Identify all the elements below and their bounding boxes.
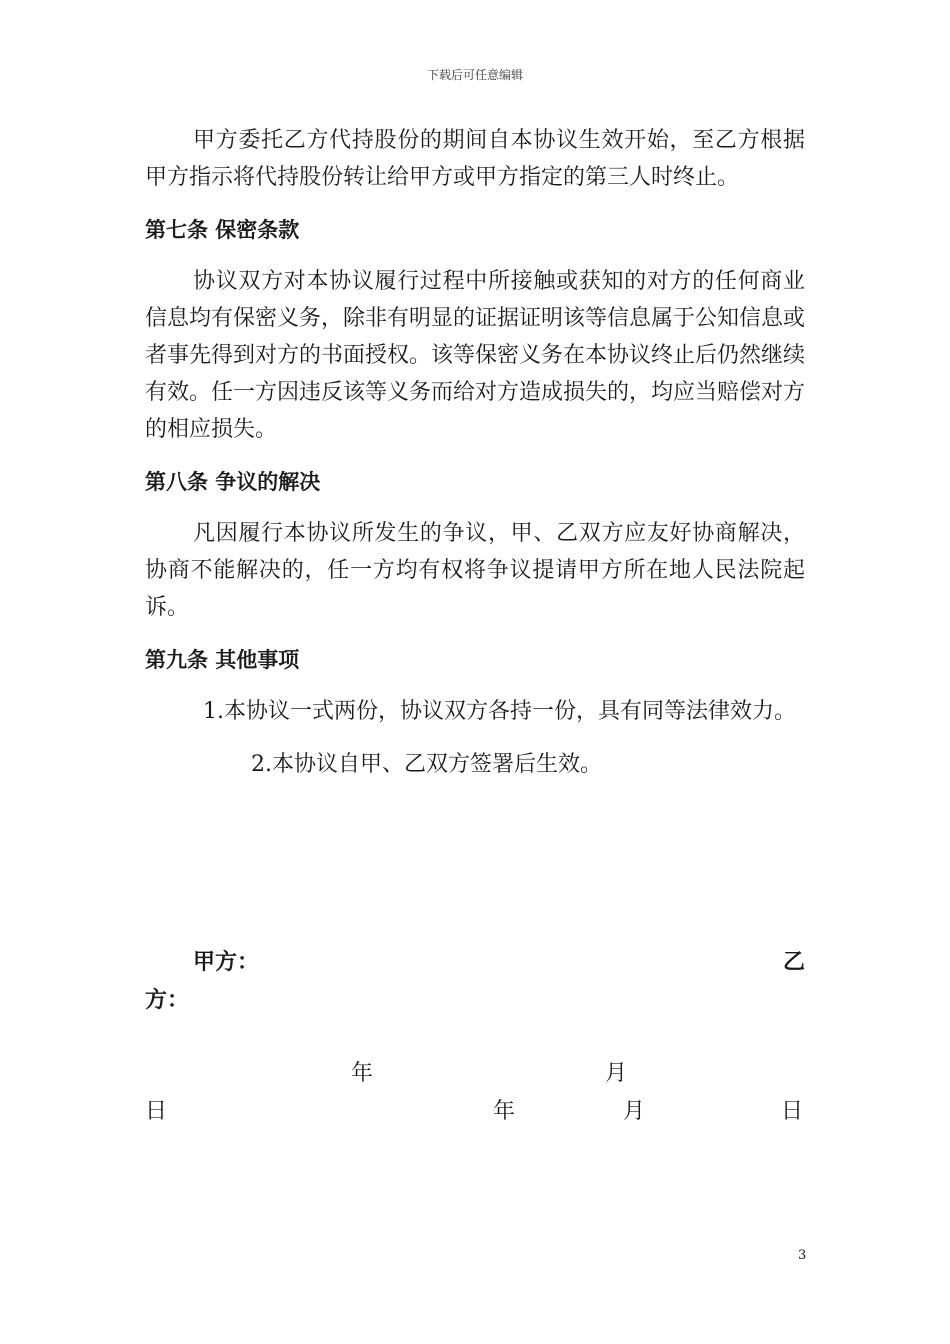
date-b-month: 月 (623, 1099, 646, 1124)
article-8-text: 凡因履行本协议所发生的争议，甲、乙双方应友好协商解决，协商不能解决的，任一方均有权将争议提请甲方所在地人民法院起诉。 (145, 521, 805, 620)
article-9-item-2: 2.本协议自甲、乙双方签署后生效。 (251, 752, 602, 777)
page-header: 下载后可任意编辑 (426, 68, 523, 82)
term-end-paragraph: 甲方委托乙方代持股份的期间自本协议生效开始，至乙方根据甲方指示将代持股份转让给甲方或甲方指定的第三人时终止。 (145, 128, 805, 190)
party-b-label-line1: 乙 (783, 949, 806, 975)
article-9-title: 第九条 其他事项 (145, 647, 300, 672)
article-7-title: 第七条 保密条款 (145, 217, 300, 242)
party-b-label-line2: 方： (145, 987, 190, 1013)
date-b-year: 年 (493, 1099, 516, 1124)
party-a-label: 甲方： (193, 949, 260, 975)
date-a-day: 日 (145, 1099, 168, 1124)
date-a-month: 月 (605, 1061, 628, 1086)
date-a-year: 年 (351, 1061, 374, 1086)
date-block (145, 1056, 805, 1136)
date-b-day: 日 (781, 1099, 804, 1124)
article-8-title: 第八条 争议的解决 (145, 469, 321, 494)
article-7-text: 协议双方对本协议履行过程中所接触或获知的对方的任何商业信息均有保密义务，除非有明显的证据证明该等信息属于公知信息或者事先得到对方的书面授权。该等保密义务在本协议终止后仍然继续有效。任一方因违反该等义务而给对方造成损失的，均应当赔偿对方的相应损失。 (145, 269, 806, 442)
document-body (145, 122, 805, 783)
signature-block (145, 945, 805, 1025)
page-number: 3 (798, 1248, 807, 1263)
article-9-item-1: 1.本协议一式两份，协议双方各持一份，具有同等法律效力。 (203, 699, 796, 724)
